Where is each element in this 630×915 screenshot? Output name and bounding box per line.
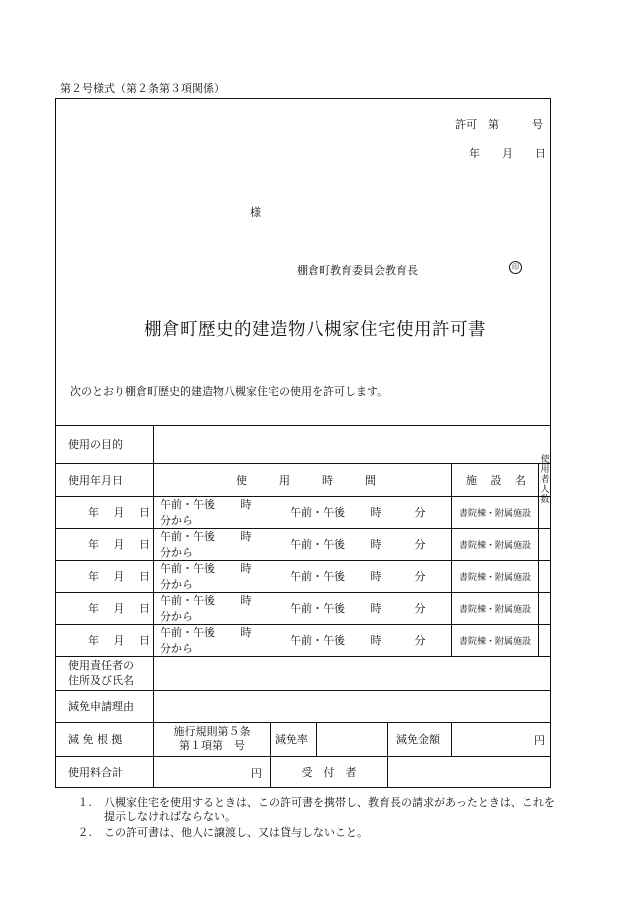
note-item — [68, 796, 588, 824]
facility-header-char: 施 — [466, 473, 477, 487]
exemption-rate-field[interactable] — [317, 723, 387, 756]
fee-total-label: 使用料合計 — [68, 766, 123, 779]
issuer-name: 棚倉町教育委員会教育長 — [297, 264, 418, 277]
time-header-char: 間 — [365, 473, 376, 487]
row-facility[interactable]: 書院棟・附属施設 — [459, 508, 532, 519]
persons-header-line: 人 数 — [540, 484, 559, 505]
note-text: この許可書は、他人に譲渡し、又は貸与しないこと。 — [104, 826, 368, 839]
row-persons[interactable] — [539, 625, 551, 656]
row-date[interactable]: 年 月 日 — [88, 634, 150, 647]
issue-date-label: 年 月 日 — [469, 147, 546, 160]
row-start-time[interactable]: 午前・午後 時 分から — [160, 626, 285, 655]
row-start-time[interactable]: 午前・午後 時 分から — [160, 530, 285, 559]
note-item — [68, 826, 588, 840]
note-number: ２. — [77, 826, 92, 839]
row-start-time[interactable]: 午前・午後 時 分から — [160, 562, 285, 591]
responsible-person-label — [68, 656, 153, 690]
row-facility[interactable]: 書院棟・附属施設 — [459, 540, 532, 551]
permit-number-label: 許可 第 号 — [455, 118, 543, 131]
row-persons[interactable] — [539, 561, 551, 592]
notes — [68, 796, 588, 842]
receiver-label: 受 付 者 — [301, 766, 357, 779]
row-date[interactable]: 年 月 日 — [88, 506, 150, 519]
time-header-char: 時 — [322, 473, 333, 487]
time-column-header — [236, 463, 376, 496]
exemption-amount-field[interactable] — [452, 723, 545, 756]
responsible-person-field[interactable] — [154, 657, 550, 690]
exemption-reason-field[interactable] — [154, 691, 550, 722]
row-end-time[interactable]: 午前・午後 時 分 — [290, 506, 426, 519]
yen-unit: 円 — [251, 766, 262, 780]
form-code: 第２号様式（第２条第３項関係） — [60, 82, 225, 95]
recipient-suffix: 様 — [250, 206, 261, 219]
row-date[interactable]: 年 月 日 — [88, 538, 150, 551]
row-end-time[interactable]: 午前・午後 時 分 — [290, 602, 426, 615]
row-date[interactable]: 年 月 日 — [88, 602, 150, 615]
date-column-header: 使用年月日 — [68, 473, 123, 487]
exemption-basis-line: 施行規則第５条 — [173, 725, 251, 738]
row-persons[interactable] — [539, 593, 551, 624]
note-text: 八槻家住宅を使用するときは、この許可書を携帯し、教育長の請求があったときは、これを提示しなければならない。 — [104, 796, 555, 823]
exemption-basis-value[interactable] — [154, 722, 270, 756]
persons-header-line: 使用者 — [540, 454, 550, 485]
time-header-char: 使 — [236, 473, 247, 487]
purpose-label: 使用の目的 — [68, 438, 123, 451]
row-start-time[interactable]: 午前・午後 時 分から — [160, 498, 285, 527]
exemption-basis-label: 減 免 根 拠 — [68, 733, 123, 746]
document-title: 棚倉町歴史的建造物八槻家住宅使用許可書 — [144, 320, 486, 340]
row-start-time[interactable]: 午前・午後 時 分から — [160, 594, 285, 623]
row-persons[interactable] — [539, 529, 551, 560]
seal-mark: 印 — [509, 261, 522, 274]
intro-text: 次のとおり棚倉町歴史的建造物八槻家住宅の使用を許可します。 — [70, 385, 389, 398]
responsible-label-line: 使用責任者の — [68, 659, 134, 672]
persons-column-header — [539, 454, 559, 505]
fee-total-field[interactable] — [154, 757, 262, 788]
facility-column-header — [466, 463, 526, 496]
note-number: １. — [77, 796, 92, 809]
row-facility[interactable]: 書院棟・附属施設 — [459, 636, 532, 647]
purpose-field[interactable] — [154, 426, 550, 463]
facility-header-char: 設 — [490, 473, 502, 487]
row-facility[interactable]: 書院棟・附属施設 — [459, 572, 532, 583]
row-end-time[interactable]: 午前・午後 時 分 — [290, 538, 426, 551]
row-end-time[interactable]: 午前・午後 時 分 — [290, 634, 426, 647]
row-persons[interactable] — [539, 497, 551, 528]
responsible-label-line: 住所及び氏名 — [68, 674, 134, 687]
col-line — [451, 463, 452, 656]
exemption-rate-label: 減免率 — [275, 733, 308, 746]
row-end-time[interactable]: 午前・午後 時 分 — [290, 570, 426, 583]
row-facility[interactable]: 書院棟・附属施設 — [459, 604, 532, 615]
exemption-basis-line: 第１項第 号 — [179, 739, 245, 752]
facility-header-char: 名 — [515, 473, 526, 487]
row-date[interactable]: 年 月 日 — [88, 570, 150, 583]
yen-unit: 円 — [534, 733, 545, 747]
receiver-field[interactable] — [388, 757, 550, 788]
time-header-char: 用 — [279, 473, 290, 487]
exemption-amount-label: 減免金額 — [396, 733, 440, 746]
exemption-reason-label: 減免申請理由 — [68, 700, 134, 713]
